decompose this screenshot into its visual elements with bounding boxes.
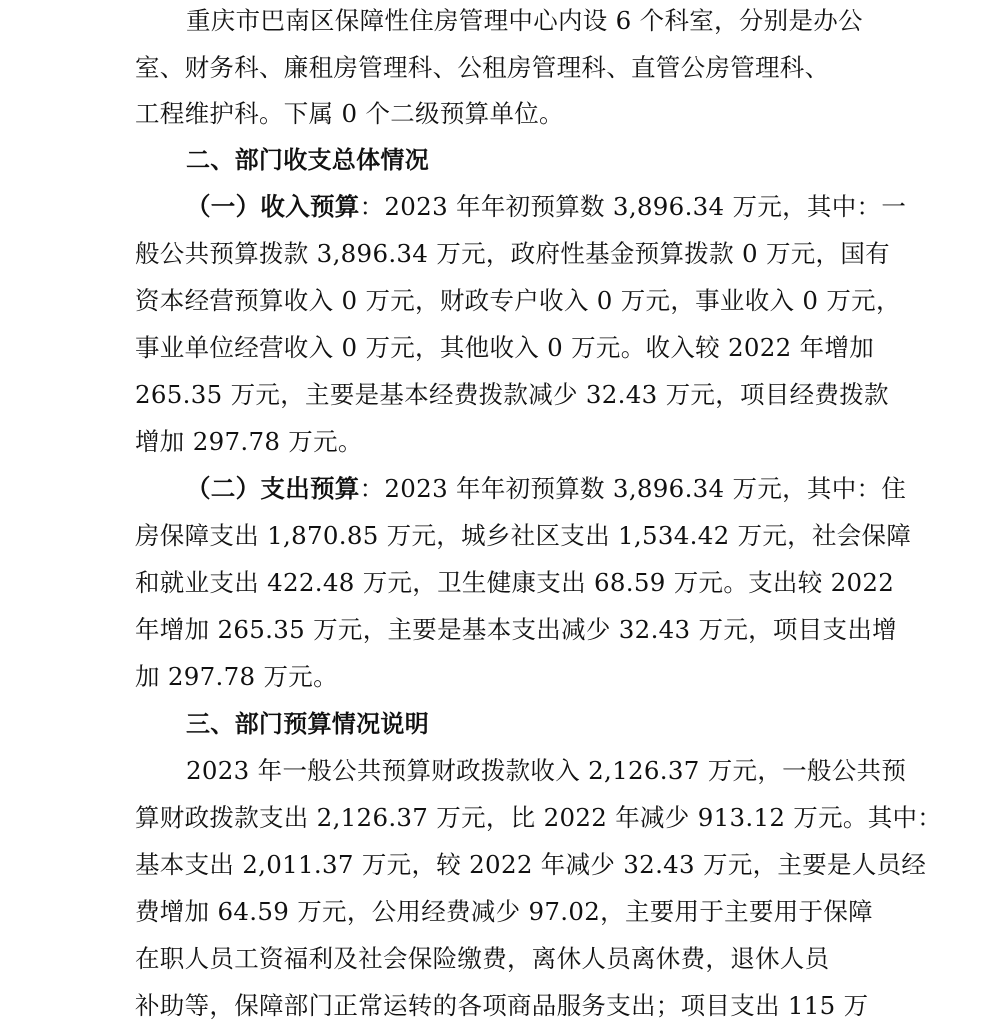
text-line: 年增加 265.35 万元，主要是基本支出减少 32.43 万元，项目支出增: [135, 615, 897, 644]
text-line: 在职人员工资福利及社会保险缴费，离休人员离休费，退休人员: [135, 944, 830, 973]
text-line: 加 297.78 万元。: [135, 662, 338, 691]
text-line: 事业单位经营收入 0 万元，其他收入 0 万元。收入较 2022 年增加: [135, 333, 875, 362]
text-line: [186, 474, 906, 504]
text-line: 费增加 64.59 万元，公用经费减少 97.02，主要用于主要用于保障: [135, 897, 873, 926]
text-line: [186, 192, 906, 222]
text-line: 算财政拨款支出 2,126.37 万元，比 2022 年减少 913.12 万元。其中：: [135, 803, 943, 832]
text-line: 基本支出 2,011.37 万元，较 2022 年减少 32.43 万元，主要是人员经: [135, 850, 927, 879]
text-line: 资本经营预算收入 0 万元，财政专户收入 0 万元，事业收入 0 万元，: [135, 286, 901, 315]
text-line: 室、财务科、廉租房管理科、公租房管理科、直管公房管理科、: [135, 53, 830, 82]
text-span: ：2023 年年初预算数 3,896.34 万元，其中：住: [359, 474, 907, 503]
section-heading: 二、部门收支总体情况: [186, 146, 429, 174]
text-line: 般公共预算拨款 3,896.34 万元，政府性基金预算拨款 0 万元，国有: [135, 239, 890, 268]
paragraph-label: （二）支出预算: [186, 474, 360, 503]
text-line: 补助等，保障部门正常运转的各项商品服务支出；项目支出 115 万: [135, 991, 869, 1020]
section-heading: 三、部门预算情况说明: [186, 710, 429, 738]
text-span: ：2023 年年初预算数 3,896.34 万元，其中：一: [359, 192, 907, 221]
paragraph-label: （一）收入预算: [186, 192, 360, 221]
text-line: 房保障支出 1,870.85 万元，城乡社区支出 1,534.42 万元，社会保障: [135, 521, 912, 550]
text-line: 重庆市巴南区保障性住房管理中心内设 6 个科室，分别是办公: [186, 6, 863, 35]
text-line: 增加 297.78 万元。: [135, 427, 363, 456]
text-line: 工程维护科。下属 0 个二级预算单位。: [135, 99, 564, 128]
text-line: 265.35 万元，主要是基本经费拨款减少 32.43 万元，项目经费拨款: [135, 380, 889, 409]
text-line: 2023 年一般公共预算财政拨款收入 2,126.37 万元，一般公共预: [186, 756, 907, 785]
text-line: 和就业支出 422.48 万元，卫生健康支出 68.59 万元。支出较 2022: [135, 568, 895, 597]
